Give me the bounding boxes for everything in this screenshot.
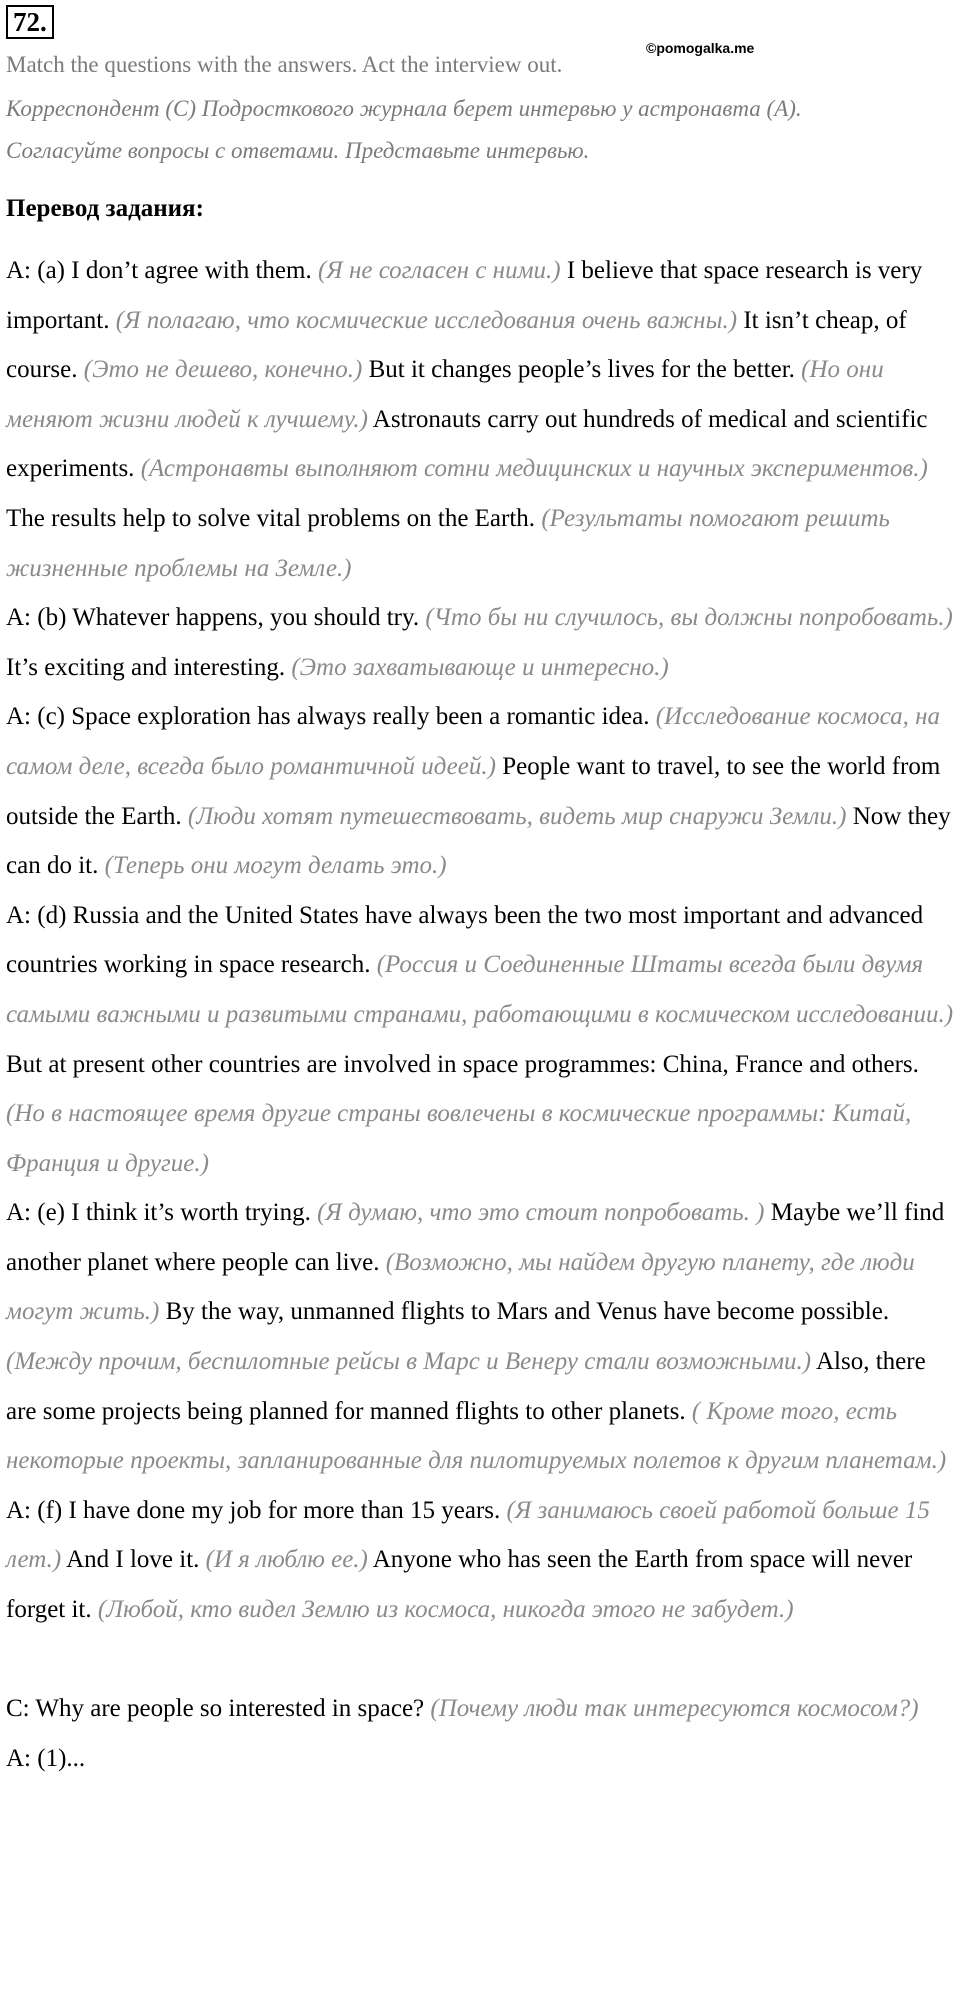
english-text: It’s exciting and interesting. [6,653,292,681]
english-text: By the way, unmanned flights to Mars and Venus have become possible. [159,1298,890,1326]
translation-text: (И я люблю ее.) [205,1546,368,1574]
translation-text: (Исследование космоса, на самом деле, всегда было романтичной идеей.) [6,703,941,780]
english-text: But it changes people’s lives for the better. [362,356,802,384]
translation-text: (Это не дешево, конечно.) [83,356,363,384]
answer-paragraph [6,1486,958,1635]
translation-text: (Результаты помогают решить жизненные проблемы на Земле.) [6,504,890,582]
english-text: Anyone who has seen the Earth from space will never forget it. [6,1546,913,1624]
translation-text: (Я не согласен с ними.) [317,257,561,284]
translation-text: (Это захватывающе и интересно.) [291,653,669,681]
english-text: A: (a) I don’t agree with them. [6,257,318,284]
answer-text [6,246,958,1783]
answer-paragraph [6,1684,958,1734]
translation-text: (Люди хотят путешествовать, видеть мир снаружи Земли.) [187,802,847,830]
english-text: Now they can do it. [6,802,951,880]
instruction-english: Match the questions with the answers. Act the interview out. [6,52,563,77]
translation-text: (Теперь они могут делать это.) [104,852,447,880]
english-text: A: (d) Russia and the United States have always been the two most important and advanced countries working in space research. [6,901,924,979]
english-text: People want to travel, to see the world from outside the Earth. [6,752,941,830]
translation-text: (Почему люди так интересуются космосом?) [430,1695,919,1723]
english-text: C: Why are people so interested in space? [6,1695,431,1723]
translation-text: (Между прочим, беспилотные рейсы в Марс и Венеру стали возможными.) [6,1348,812,1376]
translation-text: (Что бы ни случилось, вы должны попробовать.) [425,604,953,632]
answer-paragraph [6,1734,958,1784]
translation-text: (Я полагаю, что космические исследования очень важны.) [115,306,738,334]
instruction-russian-line-2: Согласуйте вопросы с ответами. Представьте интервью. [6,138,590,163]
english-text: A: (b) Whatever happens, you should try. [6,604,426,632]
english-text: Also, there are some projects being planned for manned flights to other planets. [6,1348,926,1425]
english-text: Maybe we’ll find another planet where people can live. [6,1199,945,1276]
translation-text: (Я занимаюсь своей работой больше 15 лет.) [6,1496,930,1574]
answer-paragraph [6,1188,958,1486]
translation-text: (Возможно, мы найдем другую планету, где люди могут жить.) [6,1248,915,1326]
answer-paragraph [6,891,958,1189]
english-text: A: (c) Space exploration has always really been a romantic idea. [6,703,656,731]
translation-text: (Астронавты выполняют сотни медицинских и научных экспериментов.) [140,455,928,483]
watermark: ©pomogalka.me [646,40,755,56]
translation-text: ( Кроме того, есть некоторые проекты, запланированные для пилотируемых полетов к другим планетам.) [6,1397,947,1475]
english-text: The results help to solve vital problems on the Earth. [6,504,542,532]
english-text: And I love it. [61,1546,206,1574]
english-text: But at present other countries are involved in space programmes: China, France and others. [6,1050,919,1078]
answer-paragraph [6,246,958,593]
english-text: Astronauts carry out hundreds of medical and scientific experiments. [6,405,928,483]
english-text: A: (f) I have done my job for more than 15 years. [6,1496,507,1524]
english-text: It isn’t cheap, of course. [6,306,907,384]
translation-heading: Перевод задания: [6,195,204,222]
translation-text: (Я думаю, что это стоит попробовать. ) [317,1199,765,1227]
answer-paragraph [6,593,958,692]
translation-text: (Любой, кто видел Землю из космоса, никогда этого не забудет.) [97,1596,794,1624]
task-number: 72. [6,5,54,39]
instruction-russian-line-1: Корреспондент (С) Подросткового журнала берет интервью у астронавта (А). [6,96,802,121]
translation-text: (Россия и Соединенные Штаты всегда были двумя самыми важными и развитыми странами, работающими в космическом исследовании.) [6,951,954,1028]
english-text: A: (e) I think it’s worth trying. [6,1199,318,1227]
translation-text: (Но они меняют жизни людей к лучшему.) [6,356,884,433]
translation-text: (Но в настоящее время другие страны вовлечены в космические программы: Китай, Франция и другие.) [6,1100,912,1177]
answer-paragraph [6,692,958,890]
english-text: A: (1)... [6,1744,86,1772]
english-text: I believe that space research is very important. [6,257,923,334]
